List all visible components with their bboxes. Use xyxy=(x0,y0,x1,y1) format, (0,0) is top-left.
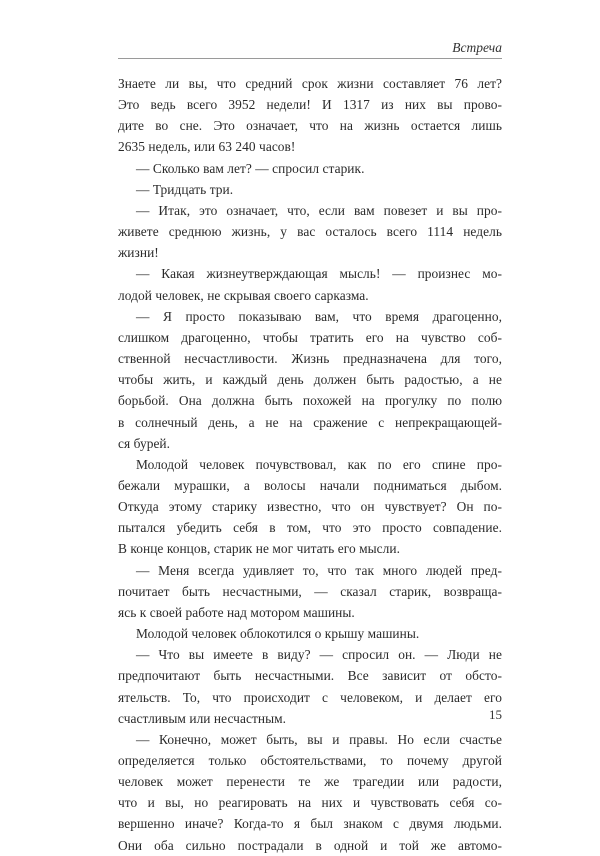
text-line: ясь к своей работе над мотором машины. xyxy=(118,604,355,620)
text-line: ятельств. То, что происходит с человеком, и делает его xyxy=(118,689,502,705)
text-line: слишком драгоценно, чтобы тратить его на чувство соб- xyxy=(118,329,502,345)
text-line: ственной несчастливости. Жизнь предназначена для того, xyxy=(118,351,502,367)
text-line: Молодой человек почувствовал, как по его спине про- xyxy=(136,456,502,472)
text-line: определяется только обстоятельствами, то почему другой xyxy=(118,753,502,768)
text-line: предпочитают быть несчастными. Все зависит от обсто- xyxy=(118,668,502,684)
text-line: живете среднюю жизнь, у вас осталось всего 1114 недель xyxy=(118,224,502,240)
text-line: Они оба сильно пострадали в одной и той же автомо- xyxy=(118,837,502,853)
text-line: дите во сне. Это означает, что на жизнь остается лишь xyxy=(118,118,502,134)
body-text xyxy=(118,73,502,856)
text-line: вершенно иначе? Когда-то я был знаком с двумя людьми. xyxy=(118,816,502,832)
header-rule xyxy=(118,58,502,59)
text-line: что и вы, но реагировать на них и чувствовать себя со- xyxy=(118,795,502,811)
text-line: — Какая жизнеутверждающая мысль! — произнес мо- xyxy=(136,266,502,282)
text-line: — Что вы имеете в виду? — спросил он. — Люди не xyxy=(136,647,502,663)
text-line: Откуда этому старику известно, что он чувствует? Он по- xyxy=(118,499,502,515)
text-line: счастливым или несчастным. xyxy=(118,710,287,726)
text-line: борьбой. Она должна быть похожей на прогулку по полю xyxy=(118,393,502,409)
text-line: — Конечно, может быть, вы и правы. Но если счастье xyxy=(136,731,502,747)
text-line: В конце концов, старик не мог читать его мысли. xyxy=(118,541,400,557)
page-number: 15 xyxy=(489,707,502,722)
text-line: бежали мурашки, а волосы начали подниматься дыбом. xyxy=(118,477,502,493)
text-line: пытался убедить себя в том, что это просто совпадение. xyxy=(118,520,502,536)
text-line: лодой человек, не скрывая своего сарказма. xyxy=(118,287,369,303)
text-line: — Тридцать три. xyxy=(136,181,234,197)
text-line: Это ведь всего 3952 недели! И 1317 из них вы прово- xyxy=(118,97,502,113)
text-line: Знаете ли вы, что средний срок жизни составляет 76 лет? xyxy=(118,76,502,91)
text-line: Молодой человек облокотился о крышу машины. xyxy=(136,626,420,642)
text-line: 2635 недель, или 63 240 часов! xyxy=(118,139,296,155)
text-line: человек может перенести те же трагедии или радости, xyxy=(118,774,502,790)
text-line: в солнечный день, а не на сражение с непрекращающей- xyxy=(118,414,502,430)
text-line: — Сколько вам лет? — спросил старик. xyxy=(136,160,365,176)
running-head: Встреча xyxy=(452,40,502,55)
text-line: — Меня всегда удивляет то, что так много людей пред- xyxy=(136,562,502,578)
text-line: — Итак, это означает, что, если вам повезет и вы про- xyxy=(136,202,502,218)
text-line: — Я просто показываю вам, что время драгоценно, xyxy=(136,308,502,324)
text-line: жизни! xyxy=(118,245,159,261)
text-line: чтобы жить, и каждый день должен быть радостью, а не xyxy=(118,372,502,388)
text-line: ся бурей. xyxy=(118,435,171,451)
text-line: почитает быть несчастными, — сказал старик, возвраща- xyxy=(118,583,502,599)
